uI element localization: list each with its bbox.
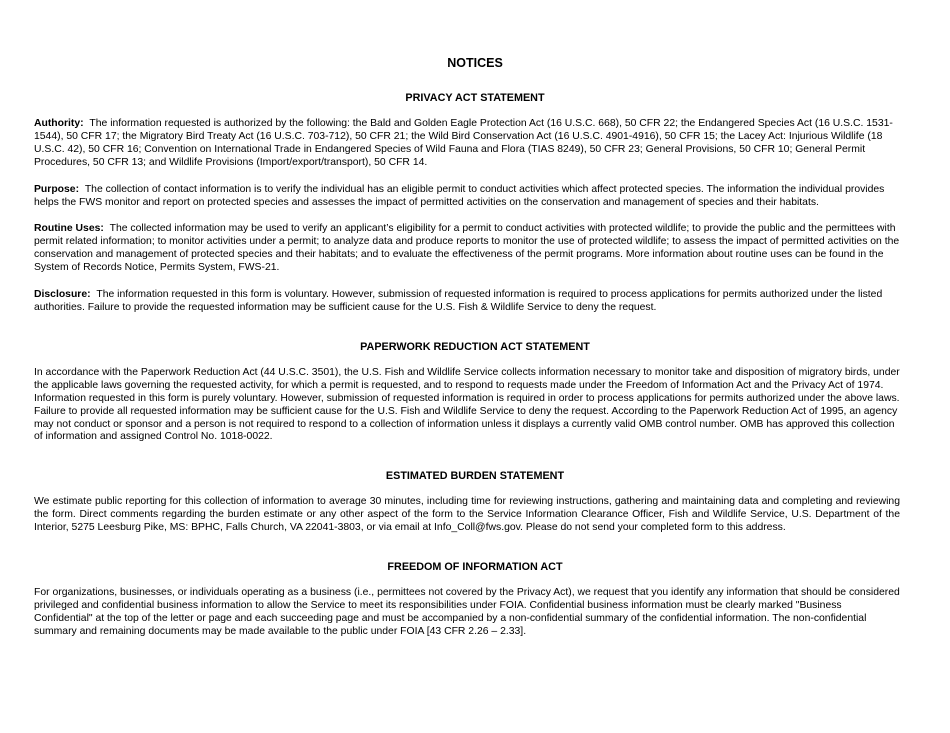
purpose-text: The collection of contact information is to verify the individual has an eligible permit to conduct activities which affect protected species. The information the individual provides helps the FWS monitor and report on protected species and assesses the impact of permitted activities on the conservation and management of species and their habitats. bbox=[34, 183, 885, 208]
paperwork-act-paragraph: In accordance with the Paperwork Reduction Act (44 U.S.C. 3501), the U.S. Fish and Wildlife Service collects information necessary to monitor take and disposition of migratory birds, under the applicable laws governing the requested activity, for which a permit is requested, and to respond to requests made under the Freedom of Information Act and the Privacy Act of 1974. Information requested in this form is purely voluntary. However, submission of requested information is required in order to process applications for permits authorized under the above laws. Failure to provide all requested information may be sufficient cause for the U.S. Fish and Wildlife Service to deny the request. According to the Paperwork Reduction Act of 1995, an agency may not conduct or sponsor and a person is not required to respond to a collection of information unless it displays a currently valid OMB control number. OMB has approved this collection of information and assigned Control No. 1018-0022. bbox=[34, 366, 900, 443]
disclosure-paragraph bbox=[34, 289, 900, 315]
burden-statement-paragraph bbox=[34, 496, 900, 535]
section-spacer bbox=[34, 329, 900, 341]
burden-statement-heading: ESTIMATED BURDEN STATEMENT bbox=[385, 470, 565, 483]
section-spacer bbox=[34, 549, 900, 561]
purpose-label: Purpose: bbox=[34, 183, 80, 195]
foia-paragraph: For organizations, businesses, or individuals operating as a business (i.e., permittees not covered by the Privacy Act), we request that you identify any information that should be considered privileged and confidential business information to allow the Service to meet its responsibilities under FOIA. Confidential business information must be clearly marked "Business Confidential" at the top of the letter or page and each succeeding page and must be accompanied by a non-confidential summary of the confidential information. The non-confidential summary and remaining documents may be made available to the public under FOIA [43 CFR 2.26 – 2.33]. bbox=[34, 587, 900, 637]
routine-uses-text: The collected information may be used to verify an applicant’s eligibility for a permit to conduct activities with protected wildlife; to provide the public and the permittees with permit related information; to monitor activities under a permit; to analyze data and produce reports to monitor the use of protected wildlife; to assess the impact of permitted activities on the conservation and management of protected species and their habitats; and to evaluate the effectiveness of the permit programs. More information about routine uses can be found in the System of Records Notice, Permits System, FWS-21. bbox=[34, 223, 900, 274]
routine-uses-label: Routine Uses: bbox=[34, 223, 104, 235]
disclosure-label: Disclosure: bbox=[34, 289, 91, 301]
routine-uses-paragraph bbox=[34, 223, 900, 275]
purpose-paragraph bbox=[34, 184, 900, 210]
section-spacer bbox=[34, 458, 900, 470]
authority-paragraph bbox=[34, 118, 900, 170]
authority-label: Authority: bbox=[34, 118, 84, 129]
foia-heading: FREEDOM OF INFORMATION ACT bbox=[387, 561, 563, 574]
page-title: NOTICES bbox=[447, 56, 503, 70]
disclosure-text: The information requested in this form is voluntary. However, submission of requested information is required to process applications for permits authorized under the listed authorities. Failure to provide the requested information may be sufficient cause for the U.S. Fish & Wildlife Service to deny the request. bbox=[34, 289, 883, 313]
burden-statement-text: We estimate public reporting for this collection of information to average 30 minutes, including time for reviewing instructions, gathering and maintaining data and completing and reviewing the form. Direct comments regarding the burden estimate or any other aspect of the form to the Service Information Clearance Officer, Fish and Wildlife Service, U.S. Department of the Interior, 5275 Leesburg Pike, MS: BPHC, Falls Church, VA 22041-3803, or via email at Info_Coll@fws.gov. Please do not send your completed form to this address. bbox=[34, 496, 900, 534]
paperwork-act-heading: PAPERWORK REDUCTION ACT STATEMENT bbox=[360, 340, 590, 353]
authority-text: The information requested is authorized by the following: the Bald and Golden Eagle Protection Act (16 U.S.C. 668), 50 CFR 22; the Endangered Species Act (16 U.S.C. 1531-1544), 50 CFR 17; the Migratory Bird Treaty Act (16 U.S.C. 703-712), 50 CFR 21; the Wild Bird Conservation Act (16 U.S.C. 4901-4916), 50 CFR 15; the Lacey Act: Injurious Wildlife (18 U.S.C. 42), 50 CFR 16; Convention on International Trade in Endangered Species of Wild Fauna and Flora (TIAS 8249), 50 CFR 23; General Provisions, 50 CFR 10; General Permit Procedures, 50 CFR 13; and Wildlife Provisions (Import/export/transport), 50 CFR 14. bbox=[34, 118, 893, 168]
privacy-act-heading: PRIVACY ACT STATEMENT bbox=[405, 92, 545, 104]
